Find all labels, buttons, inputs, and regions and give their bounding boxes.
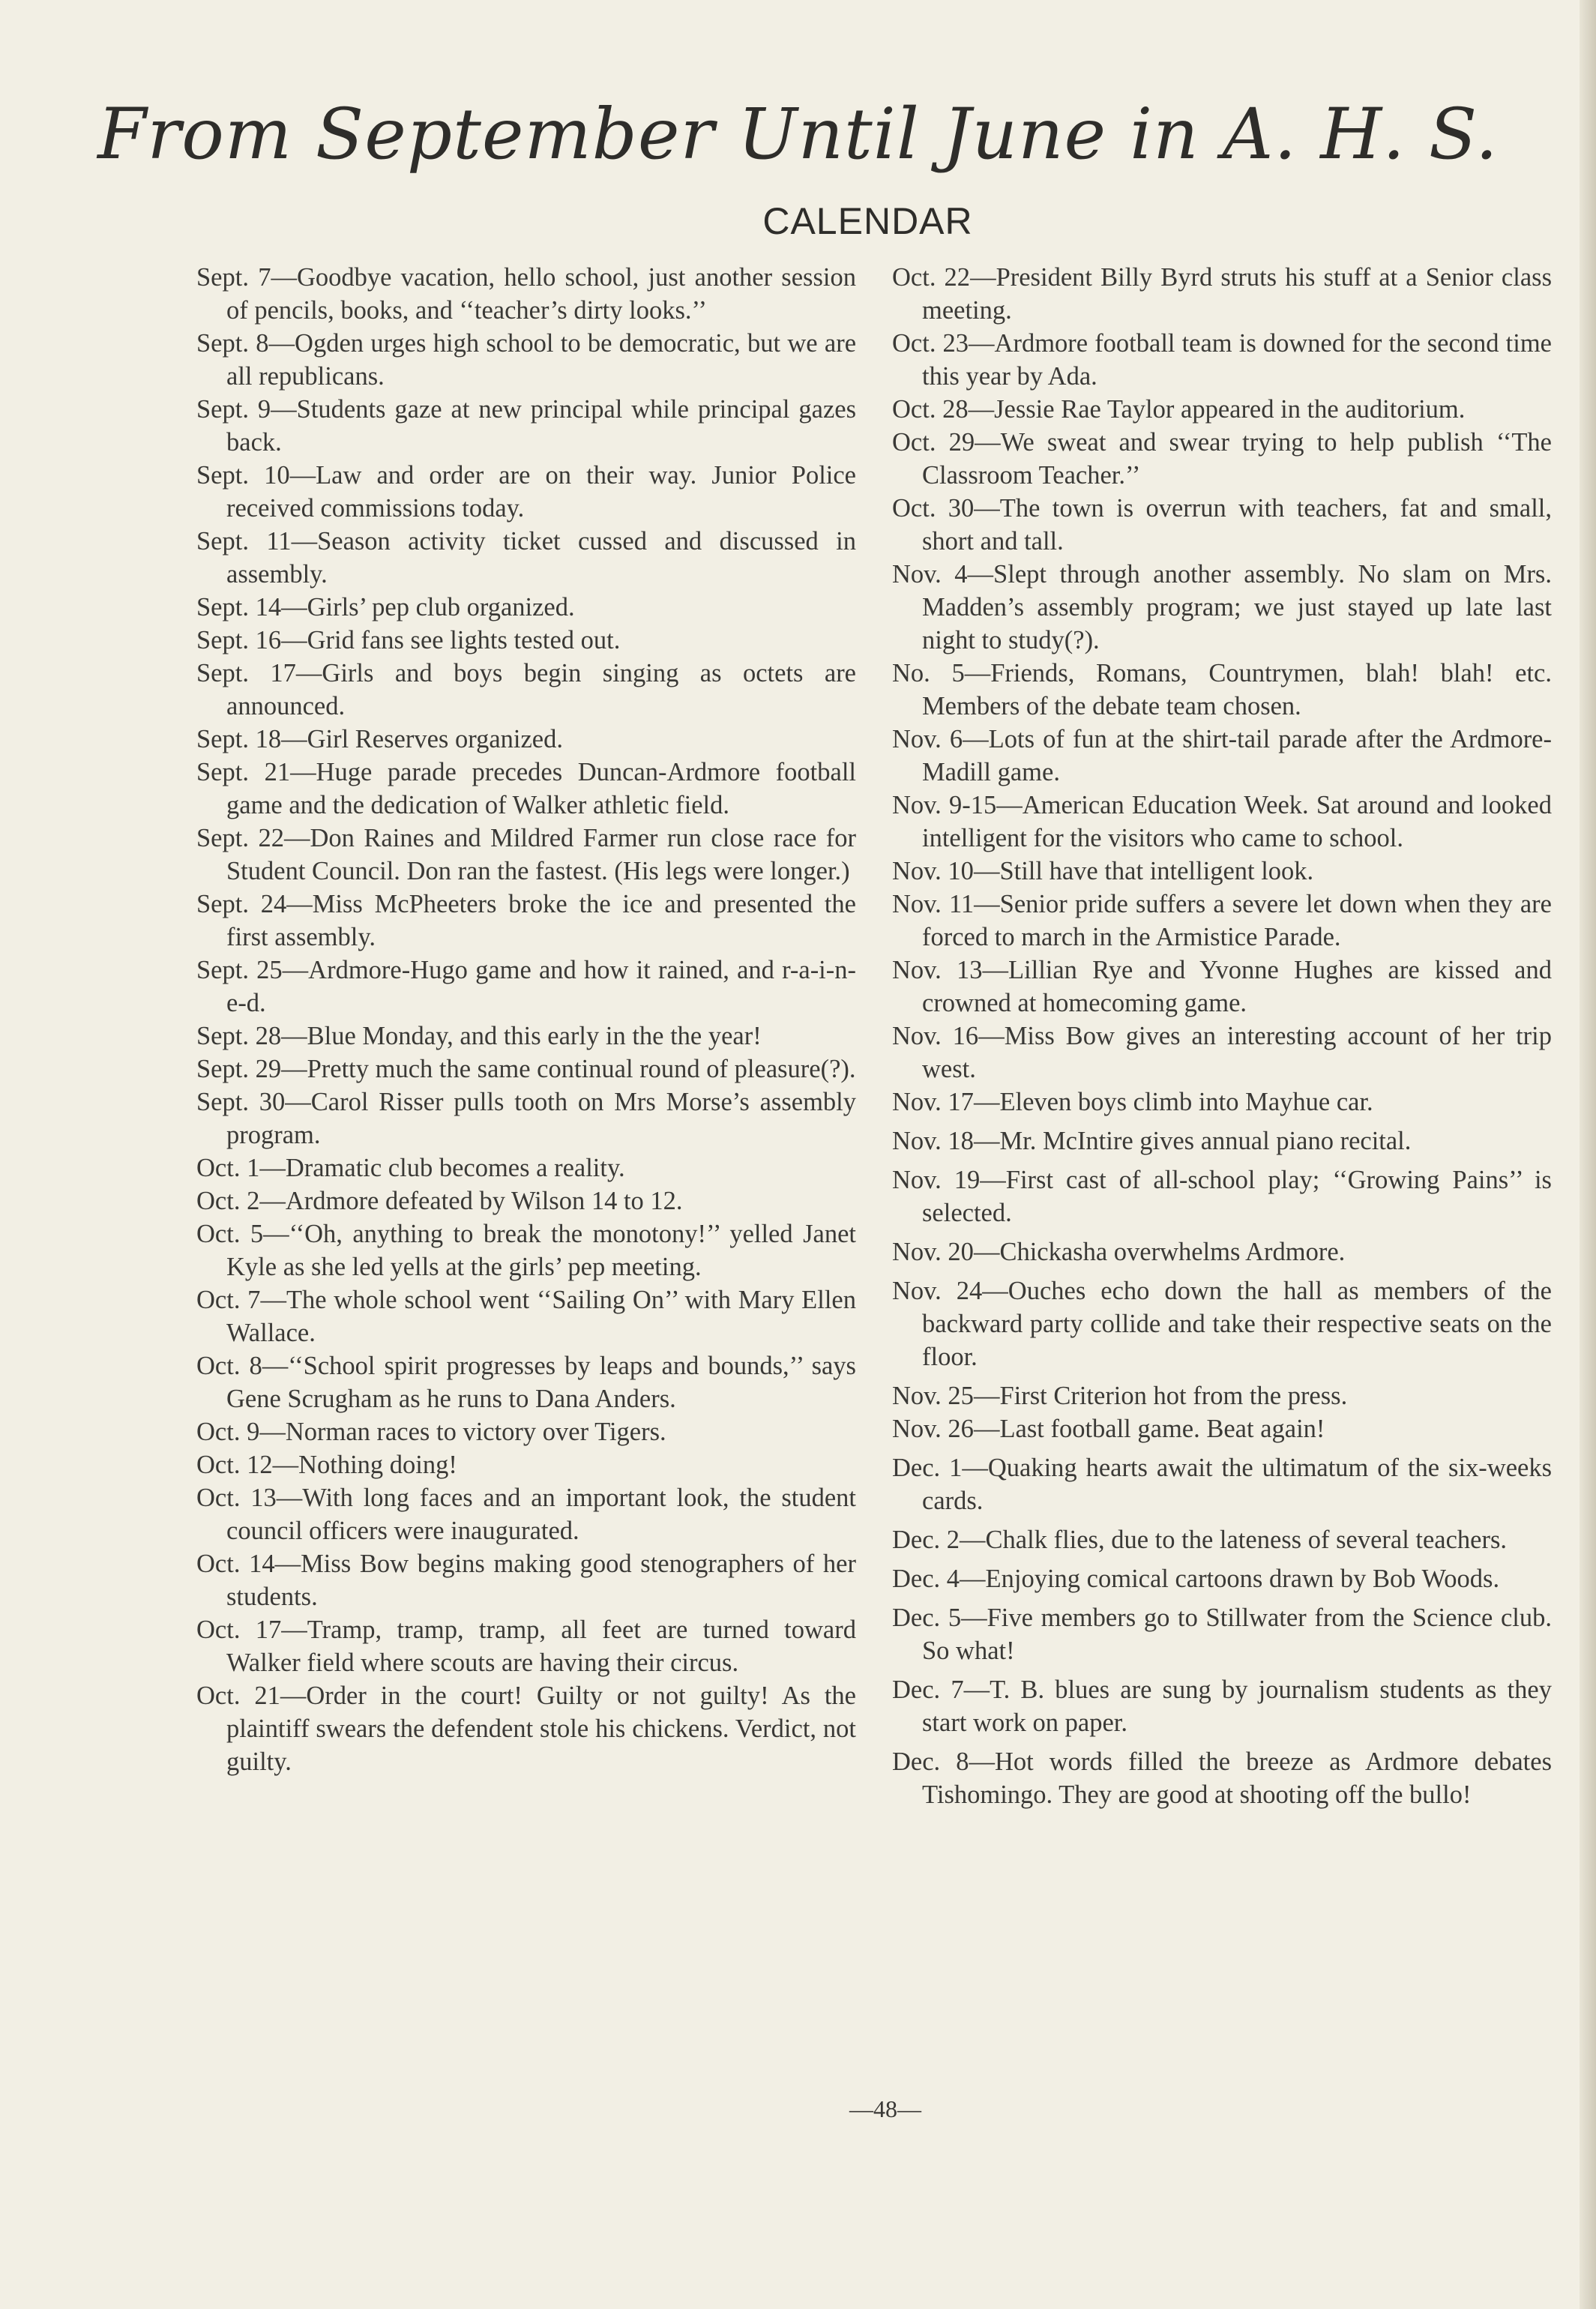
entry-text: Senior pride suffers a severe let down when they are forced to march in the Armistice Parade. [922,890,1552,951]
entry-date: Dec. 2 [892,1526,960,1554]
entry-text: Mr. McIntire gives annual piano recital. [999,1127,1412,1155]
calendar-entry [196,1152,856,1184]
calendar-entry [196,459,856,525]
entry-date: Dec. 7 [892,1676,964,1704]
entry-date: Oct. 23 [892,329,969,358]
entry-date: Nov. 6 [892,725,963,753]
entry-date: Oct. 17 [196,1616,282,1644]
entry-dash: — [963,1676,990,1704]
entry-dash: — [968,395,995,424]
calendar-entry [196,954,856,1020]
entry-text: Blue Monday, and this early in the the year! [307,1022,762,1050]
calendar-entry [892,1235,1552,1268]
entry-text: Huge parade precedes Duncan-Ardmore football game and the dedication of Walker athletic field. [226,758,856,819]
entry-text: Ogden urges high school to be democratic, but we are all republicans. [226,329,857,391]
entry-text: Tramp, tramp, tramp, all feet are turned toward Walker field where scouts are having their circus. [226,1616,856,1677]
entry-date: Oct. 5 [196,1220,264,1248]
calendar-entry [892,1673,1552,1739]
entry-date: Nov. 9-15 [892,791,997,819]
entry-text: Friends, Romans, Countrymen, blah! blah! etc. Members of the debate team chosen. [922,659,1552,720]
calendar-entry [892,261,1552,327]
entry-dash: — [290,758,316,786]
entry-text: Ardmore-Hugo game and how it rained, and r-a-i-n-e-d. [226,956,856,1017]
calendar-entry [892,1274,1552,1373]
entry-dash: — [281,1022,307,1050]
calendar-entry [892,393,1552,426]
entry-dash: — [263,1220,289,1248]
entry-text: Girls and boys begin singing as octets are announced. [226,659,856,720]
entry-dash: — [259,1418,286,1446]
entry-dash: — [973,1382,1000,1410]
entry-text: First cast of all-school play; ‘‘Growing Pains’’ is selected. [922,1166,1552,1227]
entry-date: Sept. 29 [196,1055,282,1083]
entry-date: Sept. 16 [196,626,282,654]
entry-date: Oct. 21 [196,1682,280,1710]
entry-dash: — [281,725,307,753]
entry-dash: — [271,395,297,424]
entry-text: Goodbye vacation, hello school, just another session of pencils, books, and ‘‘teacher’s dirty looks.’’ [226,263,856,325]
calendar-entry [892,558,1552,657]
entry-date: Dec. 4 [892,1565,960,1593]
entry-dash: — [980,1166,1006,1194]
entry-date: Sept. 21 [196,758,291,786]
entry-date: Sept. 10 [196,461,290,490]
entry-dash: — [996,791,1023,819]
entry-date: Oct. 2 [196,1187,260,1215]
entry-date: Nov. 25 [892,1382,974,1410]
entry-date: Oct. 7 [196,1286,261,1314]
entry-text: Don Raines and Mildred Farmer run close race for Student Council. Don ran the fastest. (His legs were longer.) [226,824,856,885]
entry-date: Nov. 16 [892,1022,979,1050]
entry-date: Sept. 8 [196,329,269,358]
entry-date: Sept. 17 [196,659,296,687]
calendar-entry [196,1679,856,1778]
entry-dash: — [295,659,322,687]
entry-text: American Education Week. Sat around and looked intelligent for the visitors who came to school. [922,791,1552,852]
calendar-entry [892,1020,1552,1086]
entry-dash: — [274,1550,301,1578]
entry-dash: — [973,1127,1000,1155]
calendar-entry [196,723,856,756]
calendar-entry [892,1412,1552,1445]
entry-text: Quaking hearts await the ultimatum of the six-weeks cards. [922,1454,1552,1515]
entry-dash: — [960,1565,986,1593]
entry-dash: — [974,494,1000,523]
entry-text: Ardmore defeated by Wilson 14 to 12. [285,1187,683,1215]
entry-text: Grid fans see lights tested out. [307,626,621,654]
calendar-entry [196,756,856,822]
entry-dash: — [285,1088,311,1116]
entry-date: Oct. 28 [892,395,969,424]
entry-date: Oct. 30 [892,494,975,523]
entry-text: Chalk flies, due to the lateness of several teachers. [985,1526,1508,1554]
calendar-entry [892,1745,1552,1811]
entry-text: With long faces and an important look, the student council officers were inaugurated. [226,1484,856,1545]
entry-date: Nov. 10 [892,857,974,885]
entry-dash: — [281,593,307,621]
entry-text: ‘‘School spirit progresses by leaps and bounds,’’ says Gene Scrugham as he runs to Dana Anders. [226,1352,856,1413]
entry-dash: — [262,1352,289,1380]
calendar-entry [892,657,1552,723]
entry-date: Sept. 18 [196,725,282,753]
entry-text: Five members go to Stillwater from the Science club. So what! [922,1604,1553,1665]
entry-dash: — [973,1415,1000,1443]
entry-dash: — [281,1055,307,1083]
entry-dash: — [276,1484,303,1512]
entry-dash: — [975,428,1001,457]
calendar-entry [196,822,856,888]
entry-text: Norman races to victory over Tigers. [285,1418,666,1446]
entry-text: Miss Bow begins making good stenographers of her students. [226,1550,856,1611]
entry-text: Law and order are on their way. Junior Police received commissions today. [226,461,856,523]
entry-date: Sept. 30 [196,1088,286,1116]
entry-date: Oct. 12 [196,1451,273,1479]
entry-dash: — [259,1187,286,1215]
entry-text: Ouches echo down the hall as members of the backward party collide and take their respective seats on the floor. [922,1277,1552,1371]
entry-date: Sept. 22 [196,824,284,852]
calendar-entry [196,657,856,723]
entry-text: We sweat and swear trying to help publish ‘‘The Classroom Teacher.’’ [922,428,1552,490]
calendar-entry [196,624,856,657]
entry-text: Still have that intelligent look. [999,857,1314,885]
entry-date: Sept. 28 [196,1022,282,1050]
entry-date: Nov. 26 [892,1415,974,1443]
calendar-entry [892,492,1552,558]
entry-date: Sept. 11 [196,527,292,556]
entry-dash: — [961,1604,987,1632]
calendar-entry [196,1217,856,1283]
entry-text: ‘‘Oh, anything to break the monotony!’’ yelled Janet Kyle as she led yells at the girls’ pep meeting. [226,1220,856,1281]
entry-dash: — [281,626,307,654]
entry-dash: — [982,1277,1008,1305]
section-heading: CALENDAR [762,200,973,242]
entry-text: Miss Bow gives an interesting account of her trip west. [922,1022,1552,1083]
calendar-entry [892,1523,1552,1556]
entry-date: Sept. 14 [196,593,282,621]
calendar-entry [196,1086,856,1152]
entry-date: Dec. 8 [892,1747,969,1776]
entry-text: Students gaze at new principal while principal gazes back. [226,395,856,457]
entry-dash: — [967,560,994,588]
calendar-entry [196,1020,856,1053]
entry-date: Oct. 29 [892,428,975,457]
entry-date: Oct. 8 [196,1352,262,1380]
entry-text: Nothing doing! [298,1451,457,1479]
calendar-entry [892,1562,1552,1595]
calendar-entry [892,1379,1552,1412]
entry-date: Nov. 24 [892,1277,983,1305]
entry-dash: — [291,527,318,556]
entry-dash: — [960,1526,986,1554]
calendar-entry [892,1125,1552,1157]
calendar-entry [892,1086,1552,1119]
entry-dash: — [289,461,316,490]
calendar-entry [196,1613,856,1679]
entry-text: T. B. blues are sung by journalism students as they start work on paper. [922,1676,1552,1737]
calendar-entry [196,591,856,624]
calendar-entry [196,1349,856,1415]
entry-date: Oct. 13 [196,1484,277,1512]
calendar-entry [892,327,1552,393]
calendar-entry [196,327,856,393]
entry-date: Dec. 1 [892,1454,963,1482]
calendar-right-column [892,261,1552,1811]
calendar-entry [196,1053,856,1086]
page-edge-shadow [1580,0,1596,2309]
calendar-entry [892,855,1552,888]
calendar-entry [892,426,1552,492]
entry-text: President Billy Byrd struts his stuff at a Senior class meeting. [922,263,1552,325]
entry-dash: — [982,956,1008,984]
calendar-entry [892,723,1552,789]
entry-text: Last football game. Beat again! [999,1415,1325,1443]
entry-date: No. 5 [892,659,965,687]
entry-date: Oct. 22 [892,263,971,292]
calendar-left-column [196,261,856,1778]
entry-dash: — [973,857,1000,885]
entry-dash: — [978,1022,1005,1050]
entry-text: Carol Risser pulls tooth on Mrs Morse’s assembly program. [226,1088,856,1149]
entry-text: Eleven boys climb into Mayhue car. [999,1088,1373,1116]
entry-date: Nov. 20 [892,1238,974,1266]
entry-text: Slept through another assembly. No slam on Mrs. Madden’s assembly program; we just stayed up late last night to study(?). [922,560,1552,654]
entry-text: Chickasha overwhelms Ardmore. [999,1238,1346,1266]
entry-date: Nov. 13 [892,956,983,984]
entry-dash: — [962,1454,988,1482]
page-title: From September Until June in A. H. S. [97,94,1499,175]
calendar-entry [196,525,856,591]
calendar-entry [892,888,1552,954]
entry-text: Season activity ticket cussed and discussed in assembly. [226,527,856,588]
calendar-entry [196,1448,856,1481]
entry-text: The town is overrun with teachers, fat and small, short and tall. [922,494,1552,556]
entry-date: Oct. 14 [196,1550,275,1578]
calendar-entry [196,1547,856,1613]
entry-dash: — [973,1238,1000,1266]
calendar-entry [892,1451,1552,1517]
entry-date: Sept. 24 [196,890,287,918]
entry-dash: — [964,659,991,687]
entry-date: Dec. 5 [892,1604,962,1632]
entry-dash: — [282,956,309,984]
entry-dash: — [973,1088,1000,1116]
entry-date: Oct. 1 [196,1154,260,1182]
entry-dash: — [283,824,310,852]
entry-text: Miss McPheeters broke the ice and presented the first assembly. [226,890,856,951]
entry-text: Lots of fun at the shirt-tail parade after the Ardmore-Madill game. [922,725,1552,786]
entry-dash: — [970,263,996,292]
entry-date: Nov. 4 [892,560,968,588]
entry-text: Girls’ pep club organized. [307,593,575,621]
entry-text: Hot words filled the breeze as Ardmore debates Tishomingo. They are good at shooting off the bullo! [922,1747,1552,1809]
entry-text: Pretty much the same continual round of pleasure(?). [307,1055,856,1083]
entry-dash: — [272,1451,299,1479]
calendar-entry [892,1163,1552,1229]
entry-dash: — [969,329,995,358]
entry-text: Girl Reserves organized. [307,725,563,753]
calendar-entry [196,1415,856,1448]
calendar-entry [196,393,856,459]
entry-dash: — [963,725,989,753]
entry-text: Ardmore football team is downed for the second time this year by Ada. [922,329,1552,391]
entry-date: Nov. 19 [892,1166,981,1194]
entry-dash: — [974,890,1000,918]
page-number: —48— [849,2095,921,2122]
entry-text: Lillian Rye and Yvonne Hughes are kissed and crowned at homecoming game. [922,956,1552,1017]
entry-date: Sept. 7 [196,263,271,292]
calendar-entry [196,261,856,327]
entry-dash: — [271,263,297,292]
entry-dash: — [259,1154,286,1182]
entry-dash: — [969,1747,995,1776]
entry-dash: — [280,1682,307,1710]
entry-date: Sept. 9 [196,395,271,424]
entry-text: Jessie Rae Taylor appeared in the auditorium. [994,395,1466,424]
entry-dash: — [281,1616,307,1644]
entry-text: Order in the court! Guilty or not guilty! As the plaintiff swears the defendent stole his chickens. Verdict, not guilty. [226,1682,856,1776]
entry-date: Nov. 17 [892,1088,974,1116]
entry-text: The whole school went ‘‘Sailing On’’ with Mary Ellen Wallace. [226,1286,856,1347]
entry-text: First Criterion hot from the press. [999,1382,1348,1410]
calendar-entry [196,1481,856,1547]
calendar-entry [196,888,856,954]
entry-date: Sept. 25 [196,956,283,984]
calendar-entry [196,1184,856,1217]
entry-text: Enjoying comical cartoons drawn by Bob Woods. [985,1565,1500,1593]
entry-text: Dramatic club becomes a reality. [285,1154,625,1182]
calendar-entry [196,1283,856,1349]
calendar-entry [892,1601,1552,1667]
entry-date: Nov. 18 [892,1127,974,1155]
entry-dash: — [268,329,295,358]
entry-date: Nov. 11 [892,890,975,918]
entry-date: Oct. 9 [196,1418,260,1446]
entry-dash: — [286,890,313,918]
calendar-entry [892,954,1552,1020]
calendar-entry [892,789,1552,855]
entry-dash: — [260,1286,286,1314]
